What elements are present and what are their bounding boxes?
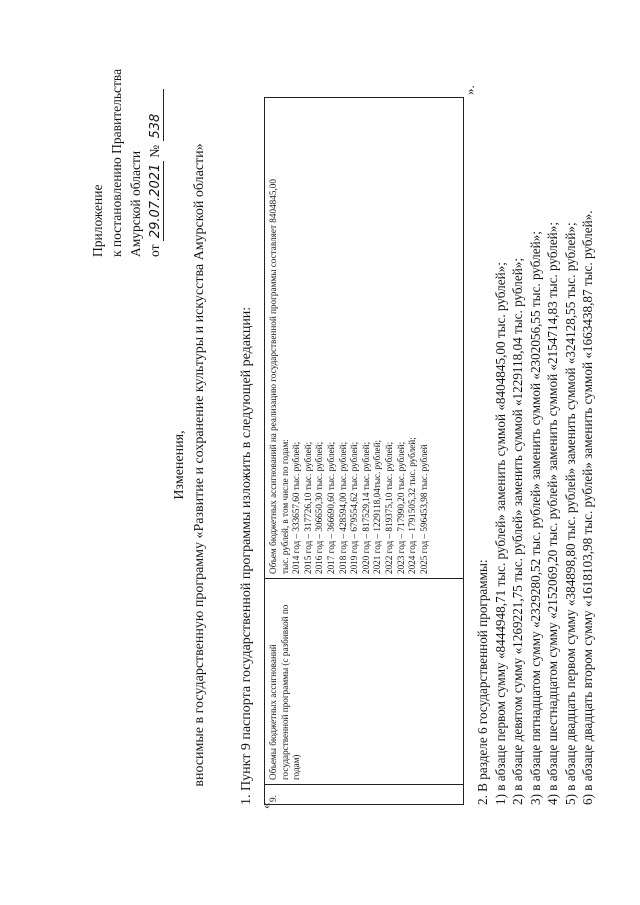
table-row-name: Объемы бюджетных ассигнований государственной программы (с разбивкой по годам): [265, 578, 463, 784]
table-line: 2023 год – 717990,20 тыс. рублей;: [395, 441, 406, 574]
table-line: 2019 год – 679554,62 тыс. рублей;: [349, 441, 360, 574]
table-line: 2015 год – 317726,10 тыс. рублей;: [302, 441, 313, 574]
table-line: Объем бюджетных ассигнований на реализацию государственной программы составляет 8404845,00: [268, 179, 278, 574]
table-line: 2020 год – 817529,14 тыс. рублей;: [360, 441, 371, 574]
table-line: 2024 год – 1791505,32 тыс. рублей;: [407, 437, 418, 574]
table-line: 2014 год – 333657,60 тыс. рублей;: [291, 441, 302, 574]
approval-line-2: к постановлению Правительства: [109, 68, 124, 257]
table-line: 2016 год – 306650,30 тыс. рублей;: [314, 441, 325, 574]
section-2-item: 6) в абзаце двадцать втором сумму «1618103,98 тыс. рублей» заменить суммой «1663438,87 тыс. рублей».: [580, 210, 595, 805]
handwritten-number: 538: [149, 90, 164, 142]
approval-line-3: Амурской области: [128, 150, 143, 257]
table-line: тыс. рублей, в том числе по годам:: [279, 439, 290, 574]
heading-subtitle: вносимые в государственную программу «Развитие и сохранение культуры и искусства Амурской области»: [192, 143, 207, 787]
closing-quote: ».: [462, 85, 477, 95]
section-2-item: 3) в абзаце пятнадцатом сумму «2329280,52 тыс. рублей» заменить суммой «2302056,55 тыс. рублей»;: [527, 231, 543, 805]
table-row-number: 9.: [265, 784, 463, 804]
heading-title: Изменения,: [172, 430, 187, 500]
approval-line-1: Приложение: [90, 184, 105, 257]
handwritten-date: 29.07.2021: [149, 161, 164, 241]
number-label: №: [147, 144, 162, 158]
section-2-item: 1) в абзаце первом сумму «8444948,71 тыс. рублей» заменить суммой «8404845,00 тыс. рублей»;: [492, 262, 508, 805]
table-line: 2025 год – 596453,98 тыс. рублей: [418, 444, 429, 574]
item-1-text: 1. Пункт 9 паспорта государственной программы изложить в следующей редакции:: [239, 306, 254, 805]
table-line: 2018 год – 428594,00 тыс. рублей;: [337, 441, 348, 574]
table-line: 2017 год – 366690,60 тыс. рублей;: [325, 441, 336, 574]
section-2-intro: 2. В разделе 6 государственной программы:: [475, 559, 490, 805]
section-2-item: 5) в абзаце двадцать первом сумму «384898,80 тыс. рублей» заменить суммой «324128,55 тыс. рублей»;: [562, 222, 578, 805]
from-label: от: [147, 244, 162, 257]
passport-table: [264, 97, 464, 805]
section-2-item: 2) в абзаце девятом сумму «1269221,75 тыс. рублей» заменить суммой «1229118,04 тыс. рублей»;: [510, 257, 525, 805]
approval-date-line: [145, 57, 164, 257]
approval-stamp: [88, 57, 164, 257]
table-row-value: [265, 98, 463, 578]
section-2-item: 4) в абзаце шестнадцатом сумму «2152069,20 тыс. рублей» заменить суммой «2154714,83 тыс. рублей»;: [545, 222, 560, 805]
table-line: 2021 год – 1229118,04тыс. рублей;: [372, 439, 383, 574]
document-heading: [170, 85, 210, 845]
section-2: [474, 25, 597, 805]
table-line: 2022 год – 819375,10 тыс. рублей;: [383, 441, 394, 574]
opening-quote: «: [258, 802, 273, 809]
